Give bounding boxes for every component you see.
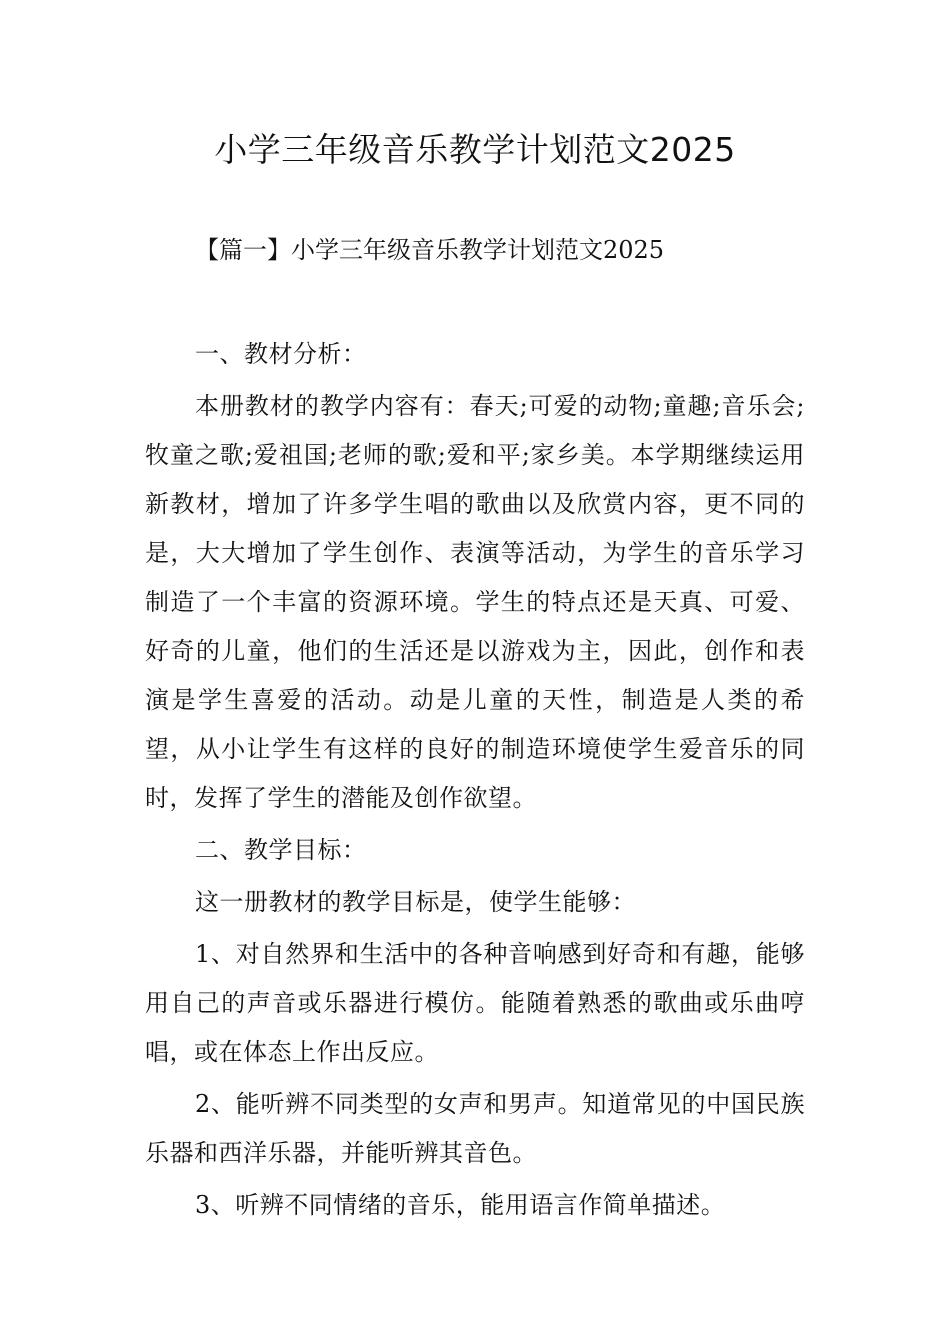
heading-teaching-goals: 二、教学目标： bbox=[195, 836, 367, 864]
paragraph-goal-2: 2、能听辨不同类型的女声和男声。知道常见的中国民族乐器和西洋乐器，并能听辨其音色。 bbox=[145, 1090, 805, 1167]
paragraph-goals-intro: 这一册教材的教学目标是，使学生能够： bbox=[195, 888, 636, 916]
document-body bbox=[145, 330, 805, 1233]
paragraph-goal-3: 3、听辨不同情绪的音乐，能用语言作简单描述。 bbox=[195, 1191, 726, 1219]
document-title: 小学三年级音乐教学计划范文2025 bbox=[214, 130, 736, 169]
section-heading: 【篇一】小学三年级音乐教学计划范文2025 bbox=[195, 236, 665, 264]
paragraph-textbook-content: 本册教材的教学内容有：春天;可爱的动物;童趣;音乐会;牧童之歌;爱祖国;老师的歌;爱和平;家乡美。本学期继续运用新教材，增加了许多学生唱的歌曲以及欣赏内容，更不同的是，大大增加了学生创作、表演等活动，为学生的音乐学习制造了一个丰富的资源环境。学生的特点还是天真、可爱、好奇的儿童，他们的生活还是以游戏为主，因此，创作和表演是学生喜爱的活动。动是儿童的天性，制造是人类的希望，从小让学生有这样的良好的制造环境使学生爱音乐的同时，发挥了学生的潜能及创作欲望。 bbox=[145, 392, 805, 812]
heading-textbook-analysis: 一、教材分析： bbox=[195, 340, 367, 368]
paragraph-goal-1: 1、对自然界和生活中的各种音响感到好奇和有趣，能够用自己的声音或乐器进行模仿。能随着熟悉的歌曲或乐曲哼唱，或在体态上作出反应。 bbox=[145, 940, 805, 1066]
